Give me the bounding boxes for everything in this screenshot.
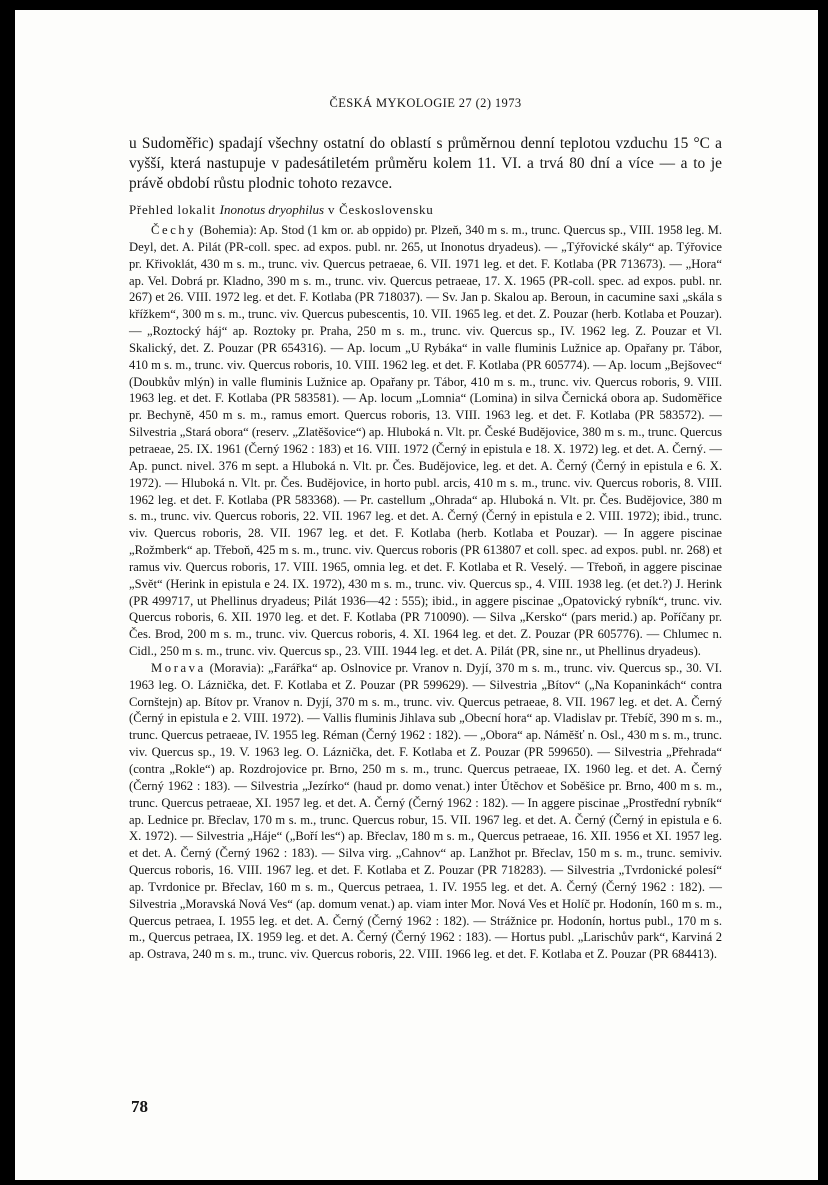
running-header: ČESKÁ MYKOLOGIE 27 (2) 1973 (329, 96, 522, 110)
region-bohemia: Čechy (151, 223, 197, 237)
section-heading-species: Inonotus dryophilus (219, 202, 325, 217)
locality-records (129, 222, 722, 963)
section-heading (129, 200, 722, 219)
moravia-records: (Moravia): „Farářka“ ap. Oslnovice pr. Vranov n. Dyjí, 370 m s. m., trunc. viv. Quercus sp., 30. VI. 1963 leg. O. Láznička, det. F. Kotlaba et Z. Pouzar (PR 599629). — Silvestria „Bítov“ („Na Kopaninkách“ contra Cornštejn) ap. Bítov pr. Vranov n. Dyjí, 370 m s. m., trunc. viv. Quercus petraeae, 8. VII. 1967 leg. et det. A. Černý (Černý in epistula e 2. VIII. 1972). — Vallis fluminis Jihlava sub „Obecní hora“ ap. Vladislav pr. Třebíč, 390 m s. m., trunc. Quercus petraeae, IV. 1955 leg. Réman (Černý 1962 : 182). — „Obora“ ap. Náměšť n. Osl., 430 m s. m., trunc. viv. Quercus sp., 19. V. 1963 leg. O. Láznička, det. F. Kotlaba et Z. Pouzar (PR 599650). — Silvestria „Přehrada“ (contra „Rokle“) ap. Rozdrojovice pr. Brno, 250 m s. m., trunc. Quercus petraeae, IX. 1960 leg. et det. A. Černý (Černý 1962 : 183). — Silvestria „Jezírko“ (haud pr. domo venat.) inter Útěchov et Soběšice pr. Brno, 400 m s. m., trunc. Quercus petraeae, XI. 1957 leg. et det. A. Černý (Černý 1962 : 182). — In aggere piscinae „Prostřední rybník“ ap. Lednice pr. Břeclav, 170 m s. m., trunc. Quercus robur, 15. VII. 1967 leg. et det. A. Černý (Černý in epistula e 6. X. 1972). — Silvestria „Háje“ („Boří les“) ap. Břeclav, 180 m s. m., Quercus petraeae, 16. XII. 1956 et XI. 1957 leg. et det. A. Černý (Černý 1962 : 183). — Silva virg. „Cahnov“ ap. Lanžhot pr. Břeclav, 150 m s. m., trunc. semiviv. Quercus roboris, 16. VIII. 1967 leg. et det. F. Kotlaba et Z. Pouzar (PR 718283). — Silvestria „Tvrdonické polesí“ ap. Tvrdonice pr. Břeclav, 160 m s. m., Quercus petraea, 1. IV. 1955 leg. et det. A. Černý (Černý 1962 : 182). — Silvestria „Moravská Nová Ves“ (ap. domum venat.) ap. viam inter Mor. Nová Ves et Holíč pr. Hodonín, 160 m s. m., Quercus petraea, I. 1955 leg. et det. A. Černý (Černý 1962 : 182). — Strážnice pr. Hodonín, hortus publ., 170 m s. m., Quercus petraea, IX. 1959 leg. et det. A. Černý (Černý 1962 : 183). — Hortus publ. „Larischův park“, Karviná 2 ap. Ostrava, 240 m s. m., trunc. viv. Quercus roboris, 22. VIII. 1966 leg. et det. F. Kotlaba et Z. Pouzar (PR 684413). (129, 660, 722, 962)
bohemia-paragraph (129, 222, 722, 660)
page-number: 78 (131, 1097, 148, 1116)
section-heading-prefix: Přehled lokalit (129, 202, 216, 217)
bohemia-records: (Bohemia): Ap. Stod (1 km or. ab oppido) pr. Plzeň, 340 m s. m., trunc. Quercus sp., VIII. 1958 leg. M. Deyl, det. A. Pilát (PR-coll. spec. ad expos. publ. nr. 265, ut Inonotus dryadeus). — „Týřovické skály“ ap. Týřovice pr. Křivoklát, 430 m s. m., trunc. viv. Quercus petraeae, 6. VII. 1971 leg. et det. F. Kotlaba (PR 713673). — „Hora“ ap. Vel. Dobrá pr. Kladno, 390 m s. m., trunc. viv. Quercus petraeae, 17. X. 1965 (PR-coll. spec. ad expos. publ. nr. 267) et 26. VIII. 1972 leg. et det. F. Kotlaba (PR 718037). — Sv. Jan p. Skalou ap. Beroun, in cacumine saxi „skála s křížkem“, 300 m s. m., trunc. viv. Quercus pubescentis, 10. VII. 1965 leg. et det. Z. Pouzar (herb. Kotlaba et Pouzar). — „Roztocký háj“ ap. Roztoky pr. Praha, 250 m s. m., trunc. viv. Quercus sp., IV. 1962 leg. Z. Pouzar et Vl. Skalický, det. Z. Pouzar (PR 654316). — Ap. locum „U Rybáka“ in valle fluminis Lužnice ap. Opařany pr. Tábor, 410 m s. m., trunc. viv. Quercus roboris, 10. VIII. 1962 leg. et det. F. Kotlaba (PR 605774). — Ap. locum „Bejšovec“ (Doubkův mlýn) in valle fluminis Lužnice ap. Opařany pr. Tábor, 410 m s. m., trunc. viv. Quercus roboris, 9. VIII. 1963 leg. et det. F. Kotlaba (PR 583581). — Ap. locum „Lomnia“ (Lomina) in silva Černická obora ap. Sudoměřice pr. Bechyně, 450 m s. m., ramus emort. Quercus roboris, 13. VIII. 1963 leg. et det. F. Kotlaba (PR 583572). — Silvestria „Stará obora“ (reserv. „Zlatěšovice“) ap. Hluboká n. Vlt. pr. České Budějovice, 380 m s. m., trunc. Quercus petraeae, 25. IX. 1961 (Černý 1962 : 183) et 16. VIII. 1972 (Černý in epistula e 18. X. 1972) leg. et det. A. Černý. — Ap. punct. nivel. 376 m sept. a Hluboká n. Vlt. pr. Čes. Budějovice, leg. et det. A. Černý (Černý in epistula e 6. X. 1972). — Hluboká n. Vlt. pr. Čes. Budějovice, in horto publ. arcis, 410 m s. m., trunc. viv. Quercus roboris, 8. VIII. 1962 leg. et det. F. Kotlaba (PR 583368). — Pr. castellum „Ohrada“ ap. Hluboká n. Vlt. pr. Čes. Budějovice, 380 m s. m., trunc. viv. Quercus roboris, 22. VII. 1967 leg. et det. A. Černý (Černý in epistula e 2. VIII. 1972); ibid., trunc. viv. Quercus roboris, 28. VII. 1967 leg. et det. F. Kotlaba (herb. Kotlaba et Pouzar). — In aggere piscinae „Rožmberk“ ap. Třeboň, 425 m s. m., trunc. viv. Quercus roboris (PR 613807 et coll. spec. ad expos. publ. nr. 268) et ramus viv. Quercus roboris, 17. VIII. 1965, omnia leg. et det. F. Kotlaba et R. Veselý. — Třeboň, in aggere piscinae „Svět“ (Herink in epistula e 24. IX. 1972), 430 m s. m., trunc. viv. Quercus sp., 4. VIII. 1938 leg. (et det.?) J. Herink (PR 499717, ut Phellinus dryadeus; Pilát 1936—42 : 555); ibid., in aggere piscinae „Opatovický rybník“, trunc. viv. Quercus roboris, 6. XII. 1970 leg. et det. F. Kotlaba (PR 710090). — Silva „Kersko“ (pars merid.) ap. Poříčany pr. Čes. Brod, 200 m s. m., trunc. viv. Quercus roboris, 4. XI. 1964 leg. et det. Z. Pouzar (PR 605776). — Chlumec n. Cidl., 250 m s. m., trunc. viv. Quercus sp., 23. VIII. 1944 leg. et det. A. Pilát (PR, sine nr., ut Phellinus dryadeus). (129, 223, 722, 659)
intro-paragraph: u Sudoměřic) spadají všechny ostatní do oblastí s průměrnou denní teplotou vzduchu 15 °C a vyšší, která nastupuje v padesátiletém průměru kolem 11. VI. a trvá 80 dní a více — a to je právě období růstu plodnic tohoto rezavce. (129, 135, 722, 192)
region-moravia: Morava (151, 660, 206, 675)
moravia-paragraph (129, 660, 722, 963)
paper-sheet (15, 10, 818, 1180)
section-heading-suffix: v Československu (327, 202, 434, 217)
